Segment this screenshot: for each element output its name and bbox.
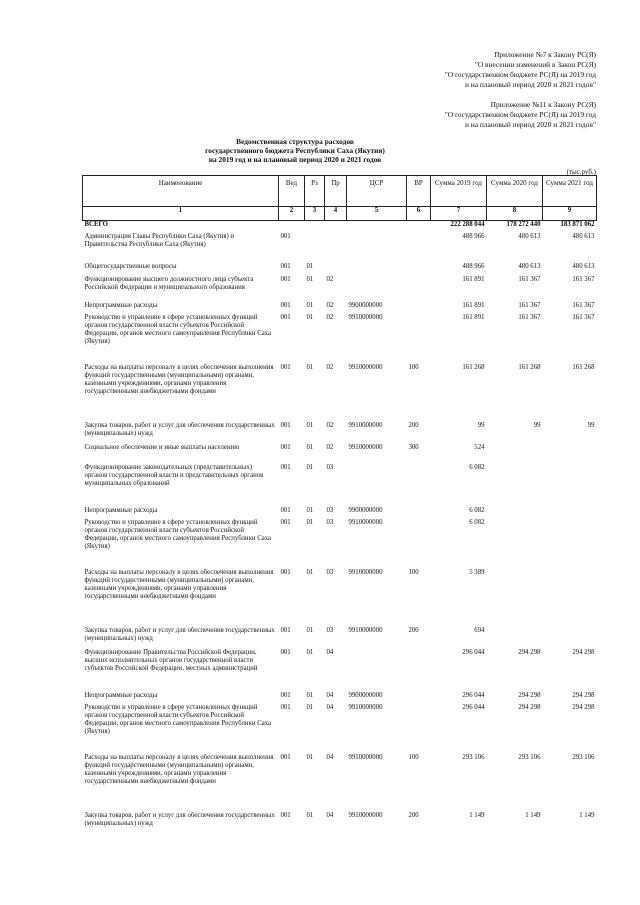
header-name: Наименование (83, 176, 279, 207)
row-sum-2020: 161 268 (518, 363, 541, 371)
table-row (83, 444, 597, 464)
row-sum-2021 (543, 507, 597, 519)
table-row (83, 276, 597, 302)
row-name: Закупка товаров, работ и услуг для обеспечения государственных (муниципальных) нужд (84, 811, 275, 827)
row-ved: 001 (280, 262, 291, 270)
row-sum-2020 (487, 519, 543, 569)
row-sum-2021: 293 106 (572, 753, 595, 761)
row-sum-2019: 293 106 (462, 753, 485, 761)
row-ved: 001 (280, 232, 291, 240)
row-vr: 100 (408, 363, 419, 371)
table-row (83, 221, 597, 233)
row-sum-2021 (543, 444, 597, 464)
row-name: Непрограммные расходы (84, 301, 158, 309)
row-sum-2019: 161 891 (462, 275, 485, 283)
row-ved: 001 (280, 626, 291, 634)
table-row (83, 692, 597, 704)
table-row (83, 314, 597, 364)
row-ved: 001 (280, 463, 291, 471)
row-pr (325, 221, 347, 233)
row-sum-2021: 161 367 (572, 301, 595, 309)
row-rz: 01 (306, 703, 314, 711)
row-rz: 01 (306, 275, 314, 283)
row-name: Закупка товаров, работ и услуг для обеспечения государственных (муниципальных) нужд (84, 626, 275, 642)
row-sum-2020 (487, 444, 543, 464)
row-ved: 001 (280, 443, 291, 451)
row-sum-2021 (543, 569, 597, 627)
appendix-line: "О государственном бюджете РС(Я) на 2019 год (444, 70, 596, 79)
row-sum-2019: 6 082 (469, 463, 485, 471)
row-name: Общегосударственные вопросы (84, 262, 177, 270)
appendix-line: "О внесении изменений в Закон РС(Я) (474, 60, 596, 69)
row-sum-2021: 480 613 (572, 232, 595, 240)
row-name: Расходы на выплаты персоналу в целях обеспечения выполнения функций государственными (муниципальными) органами, казенными учреждениями, органами управления государственными внебюджетными фондами (84, 363, 274, 396)
row-ved: 001 (280, 421, 291, 429)
row-sum-2021: 183 871 062 (560, 221, 595, 228)
row-pr: 04 (326, 753, 334, 761)
row-ved: 001 (280, 518, 291, 526)
row-csr: 9910000000 (348, 703, 383, 711)
title-line: государственного бюджета Республики Саха (Якутия) (205, 146, 385, 155)
title-line: Ведомственная структура расходов (236, 137, 354, 146)
col-number: 7 (431, 207, 487, 221)
row-csr (347, 263, 407, 276)
row-vr (407, 221, 431, 233)
appendix-line: Приложение №11 к Закону РС(Я) (490, 100, 596, 109)
row-vr: 200 (408, 421, 419, 429)
table-row (83, 812, 597, 834)
col-number: 5 (347, 207, 407, 221)
appendix-line: и на плановый период 2020 и 2021 годов" (464, 80, 596, 89)
row-rz: 01 (306, 463, 314, 471)
row-sum-2020: 294 298 (518, 648, 541, 656)
row-sum-2019: 6 082 (469, 518, 485, 526)
row-ved: 001 (280, 703, 291, 711)
row-rz: 01 (306, 363, 314, 371)
row-sum-2021: 161 268 (572, 363, 595, 371)
row-vr (407, 263, 431, 276)
row-ved: 001 (280, 363, 291, 371)
row-sum-2019: 161 891 (462, 301, 485, 309)
row-vr (407, 276, 431, 302)
row-sum-2019: 99 (477, 421, 485, 429)
row-rz: 01 (306, 262, 314, 270)
row-pr: 02 (326, 275, 334, 283)
row-sum-2019: 524 (474, 443, 485, 451)
table-row (83, 507, 597, 519)
row-sum-2020: 99 (533, 421, 541, 429)
row-sum-2021 (543, 519, 597, 569)
row-pr: 02 (326, 443, 334, 451)
row-sum-2020: 178 272 440 (506, 221, 541, 228)
table-row (83, 649, 597, 692)
row-vr (407, 233, 431, 263)
row-csr (347, 233, 407, 263)
row-sum-2020: 161 367 (518, 313, 541, 321)
row-sum-2020 (487, 507, 543, 519)
header-sum-2020: Сумма 2020 год (487, 176, 543, 207)
row-sum-2021: 294 298 (572, 648, 595, 656)
row-pr: 03 (326, 568, 334, 576)
row-rz: 01 (306, 626, 314, 634)
table-row (83, 569, 597, 627)
row-ved: 001 (280, 648, 291, 656)
row-name: Руководство и управление в сфере установленных функций органов государственной власти субъектов Российской Федерации, органов местного самоуправления Республики Саха (Якутия) (84, 313, 272, 346)
row-ved: 001 (280, 811, 291, 819)
row-csr: 9910000000 (348, 568, 383, 576)
row-sum-2019: 488 966 (462, 232, 485, 240)
title-line: на 2019 год и на плановый период 2020 и 2021 годов (208, 155, 382, 164)
row-vr (407, 302, 431, 314)
row-rz: 01 (306, 443, 314, 451)
row-pr: 02 (326, 313, 334, 321)
row-name: Расходы на выплаты персоналу в целях обеспечения выполнения функций государственными (муниципальными) органами, казенными учреждениями, органами управления государственными внебюджетными фондами (84, 753, 274, 786)
col-number: 1 (83, 207, 279, 221)
row-sum-2021: 294 298 (572, 703, 595, 711)
row-vr (407, 464, 431, 507)
row-ved (279, 221, 305, 233)
table-row (83, 519, 597, 569)
col-number: 4 (325, 207, 347, 221)
row-csr: 9910000000 (348, 421, 383, 429)
row-vr (407, 507, 431, 519)
row-name: Функционирование законодательных (представительных) органов государственной власти и представительных органов муниципальных образований (84, 463, 264, 487)
row-rz: 01 (306, 518, 314, 526)
row-rz: 01 (306, 691, 314, 699)
row-vr (407, 519, 431, 569)
row-rz: 01 (306, 506, 314, 514)
row-csr: 9900000000 (348, 301, 383, 309)
table-row (83, 364, 597, 422)
row-pr (325, 233, 347, 263)
row-pr: 04 (326, 703, 334, 711)
row-sum-2019: 296 044 (462, 691, 485, 699)
row-pr: 03 (326, 506, 334, 514)
row-pr: 02 (326, 301, 334, 309)
row-csr (347, 221, 407, 233)
table-row (83, 233, 597, 263)
header-pr: Пр (325, 176, 347, 207)
row-ved: 001 (280, 753, 291, 761)
header-csr: ЦСР (347, 176, 407, 207)
header-rz: Рз (305, 176, 325, 207)
row-csr: 9910000000 (348, 811, 383, 819)
header-ved: Вед (279, 176, 305, 207)
row-sum-2021: 161 367 (572, 313, 595, 321)
row-sum-2019: 296 044 (462, 703, 485, 711)
row-vr (407, 704, 431, 754)
row-ved: 001 (280, 691, 291, 699)
row-sum-2021: 161 367 (572, 275, 595, 283)
row-vr: 200 (408, 626, 419, 634)
row-sum-2020 (487, 627, 543, 649)
row-rz: 01 (306, 421, 314, 429)
row-rz: 01 (306, 301, 314, 309)
col-number: 3 (305, 207, 325, 221)
table-row (83, 422, 597, 444)
header-sum-2019: Сумма 2019 год (431, 176, 487, 207)
appendix-11-header (445, 100, 596, 130)
row-csr: 9910000000 (348, 753, 383, 761)
row-sum-2019: 161 891 (462, 313, 485, 321)
row-name: Социальное обеспечение и иные выплаты населению (84, 443, 240, 451)
row-sum-2021: 294 298 (572, 691, 595, 699)
row-rz: 01 (306, 648, 314, 656)
row-pr: 02 (326, 421, 334, 429)
row-rz: 01 (306, 811, 314, 819)
row-rz: 01 (306, 313, 314, 321)
row-sum-2019: 222 288 044 (450, 221, 485, 228)
table-row (83, 302, 597, 314)
header-sum-2021: Сумма 2021 год (543, 176, 597, 207)
budget-table (82, 175, 597, 834)
row-csr: 9900000000 (348, 506, 383, 514)
row-rz: 01 (306, 753, 314, 761)
row-sum-2020 (487, 569, 543, 627)
row-name: Непрограммные расходы (84, 506, 158, 514)
row-pr (325, 263, 347, 276)
row-pr: 04 (326, 648, 334, 656)
row-name: Расходы на выплаты персоналу в целях обеспечения выполнения функций государственными (муниципальными) органами, казенными учреждениями, органами управления государственными внебюджетными фондами (84, 568, 274, 601)
row-ved: 001 (280, 568, 291, 576)
row-ved: 001 (280, 313, 291, 321)
col-number: 6 (407, 207, 431, 221)
row-sum-2020: 161 367 (518, 301, 541, 309)
col-number: 8 (487, 207, 543, 221)
row-csr: 9910000000 (348, 313, 383, 321)
row-rz (305, 233, 325, 263)
row-sum-2021: 99 (587, 421, 595, 429)
row-sum-2019: 1 149 (469, 811, 485, 819)
row-sum-2021: 1 149 (579, 811, 595, 819)
row-csr: 9910000000 (348, 518, 383, 526)
row-pr: 03 (326, 518, 334, 526)
appendix-line: и на плановый период 2020 и 2021 годов" (464, 120, 596, 129)
row-name: Функционирование высшего должностного лица субъекта Российской Федерации и муниципального образования (84, 275, 254, 291)
table-body (83, 221, 597, 834)
row-ved: 001 (280, 275, 291, 283)
col-number: 9 (543, 207, 597, 221)
row-sum-2020: 1 149 (525, 811, 541, 819)
row-vr (407, 692, 431, 704)
row-name: Непрограммные расходы (84, 691, 158, 699)
row-csr: 9910000000 (348, 443, 383, 451)
document-title (170, 137, 420, 164)
col-number: 2 (279, 207, 305, 221)
row-name: Функционирование Правительства Российской Федерации, высших исполнительных органов государственной власти субъектов Российской Федерации, местных администраций (84, 648, 258, 672)
table-row (83, 627, 597, 649)
row-sum-2019: 694 (474, 626, 485, 634)
row-csr: 9910000000 (348, 626, 383, 634)
table-header-row (83, 176, 597, 207)
table-row (83, 754, 597, 812)
row-sum-2020: 480 613 (518, 262, 541, 270)
row-sum-2020 (487, 464, 543, 507)
row-name: Администрация Главы Республики Саха (Якутия) и Правительства Республики Саха (Якутия) (84, 232, 235, 248)
row-pr: 04 (326, 691, 334, 699)
row-sum-2019: 5 389 (469, 568, 485, 576)
row-sum-2021 (543, 627, 597, 649)
row-sum-2020: 293 106 (518, 753, 541, 761)
appendix-line: Приложение №7 к Закону РС(Я) (494, 50, 596, 59)
row-name: Закупка товаров, работ и услуг для обеспечения государственных (муниципальных) нужд (84, 421, 275, 437)
row-name: Руководство и управление в сфере установленных функций органов государственной власти субъектов Российской Федерации, органов местного самоуправления Республики Саха (Якутия) (84, 518, 272, 551)
row-sum-2019: 296 044 (462, 648, 485, 656)
row-sum-2021: 480 613 (572, 262, 595, 270)
row-pr: 02 (326, 363, 334, 371)
row-sum-2020: 161 367 (518, 275, 541, 283)
row-csr (347, 649, 407, 692)
table-row (83, 263, 597, 276)
row-rz (305, 221, 325, 233)
row-sum-2020: 480 613 (518, 232, 541, 240)
appendix-line: "О государственном бюджете РС(Я) на 2019 год (444, 110, 596, 119)
row-vr (407, 649, 431, 692)
header-vr: ВР (407, 176, 431, 207)
appendix-7-header (445, 50, 596, 90)
row-sum-2020: 294 298 (518, 703, 541, 711)
row-vr: 300 (408, 443, 419, 451)
row-vr: 100 (408, 753, 419, 761)
row-csr: 9900000000 (348, 691, 383, 699)
row-pr: 03 (326, 626, 334, 634)
row-sum-2019: 488 966 (462, 262, 485, 270)
row-pr: 03 (326, 463, 334, 471)
row-vr (407, 314, 431, 364)
row-rz: 01 (306, 568, 314, 576)
row-csr: 9910000000 (348, 363, 383, 371)
row-sum-2019: 6 082 (469, 506, 485, 514)
row-sum-2021 (543, 464, 597, 507)
row-ved: 001 (280, 506, 291, 514)
table-row (83, 464, 597, 507)
row-csr (347, 464, 407, 507)
row-sum-2020: 294 298 (518, 691, 541, 699)
row-ved: 001 (280, 301, 291, 309)
column-number-row (83, 207, 597, 221)
row-vr: 100 (408, 568, 419, 576)
row-vr: 200 (408, 811, 419, 819)
row-name: ВСЕГО (84, 221, 108, 228)
row-csr (347, 276, 407, 302)
row-name: Руководство и управление в сфере установленных функций органов государственной власти субъектов Российской Федерации, органов местного самоуправления Республики Саха (Якутия) (84, 703, 272, 736)
units-label: (тыс.руб.) (566, 168, 596, 176)
table-row (83, 704, 597, 754)
row-sum-2019: 161 268 (462, 363, 485, 371)
row-pr: 04 (326, 811, 334, 819)
